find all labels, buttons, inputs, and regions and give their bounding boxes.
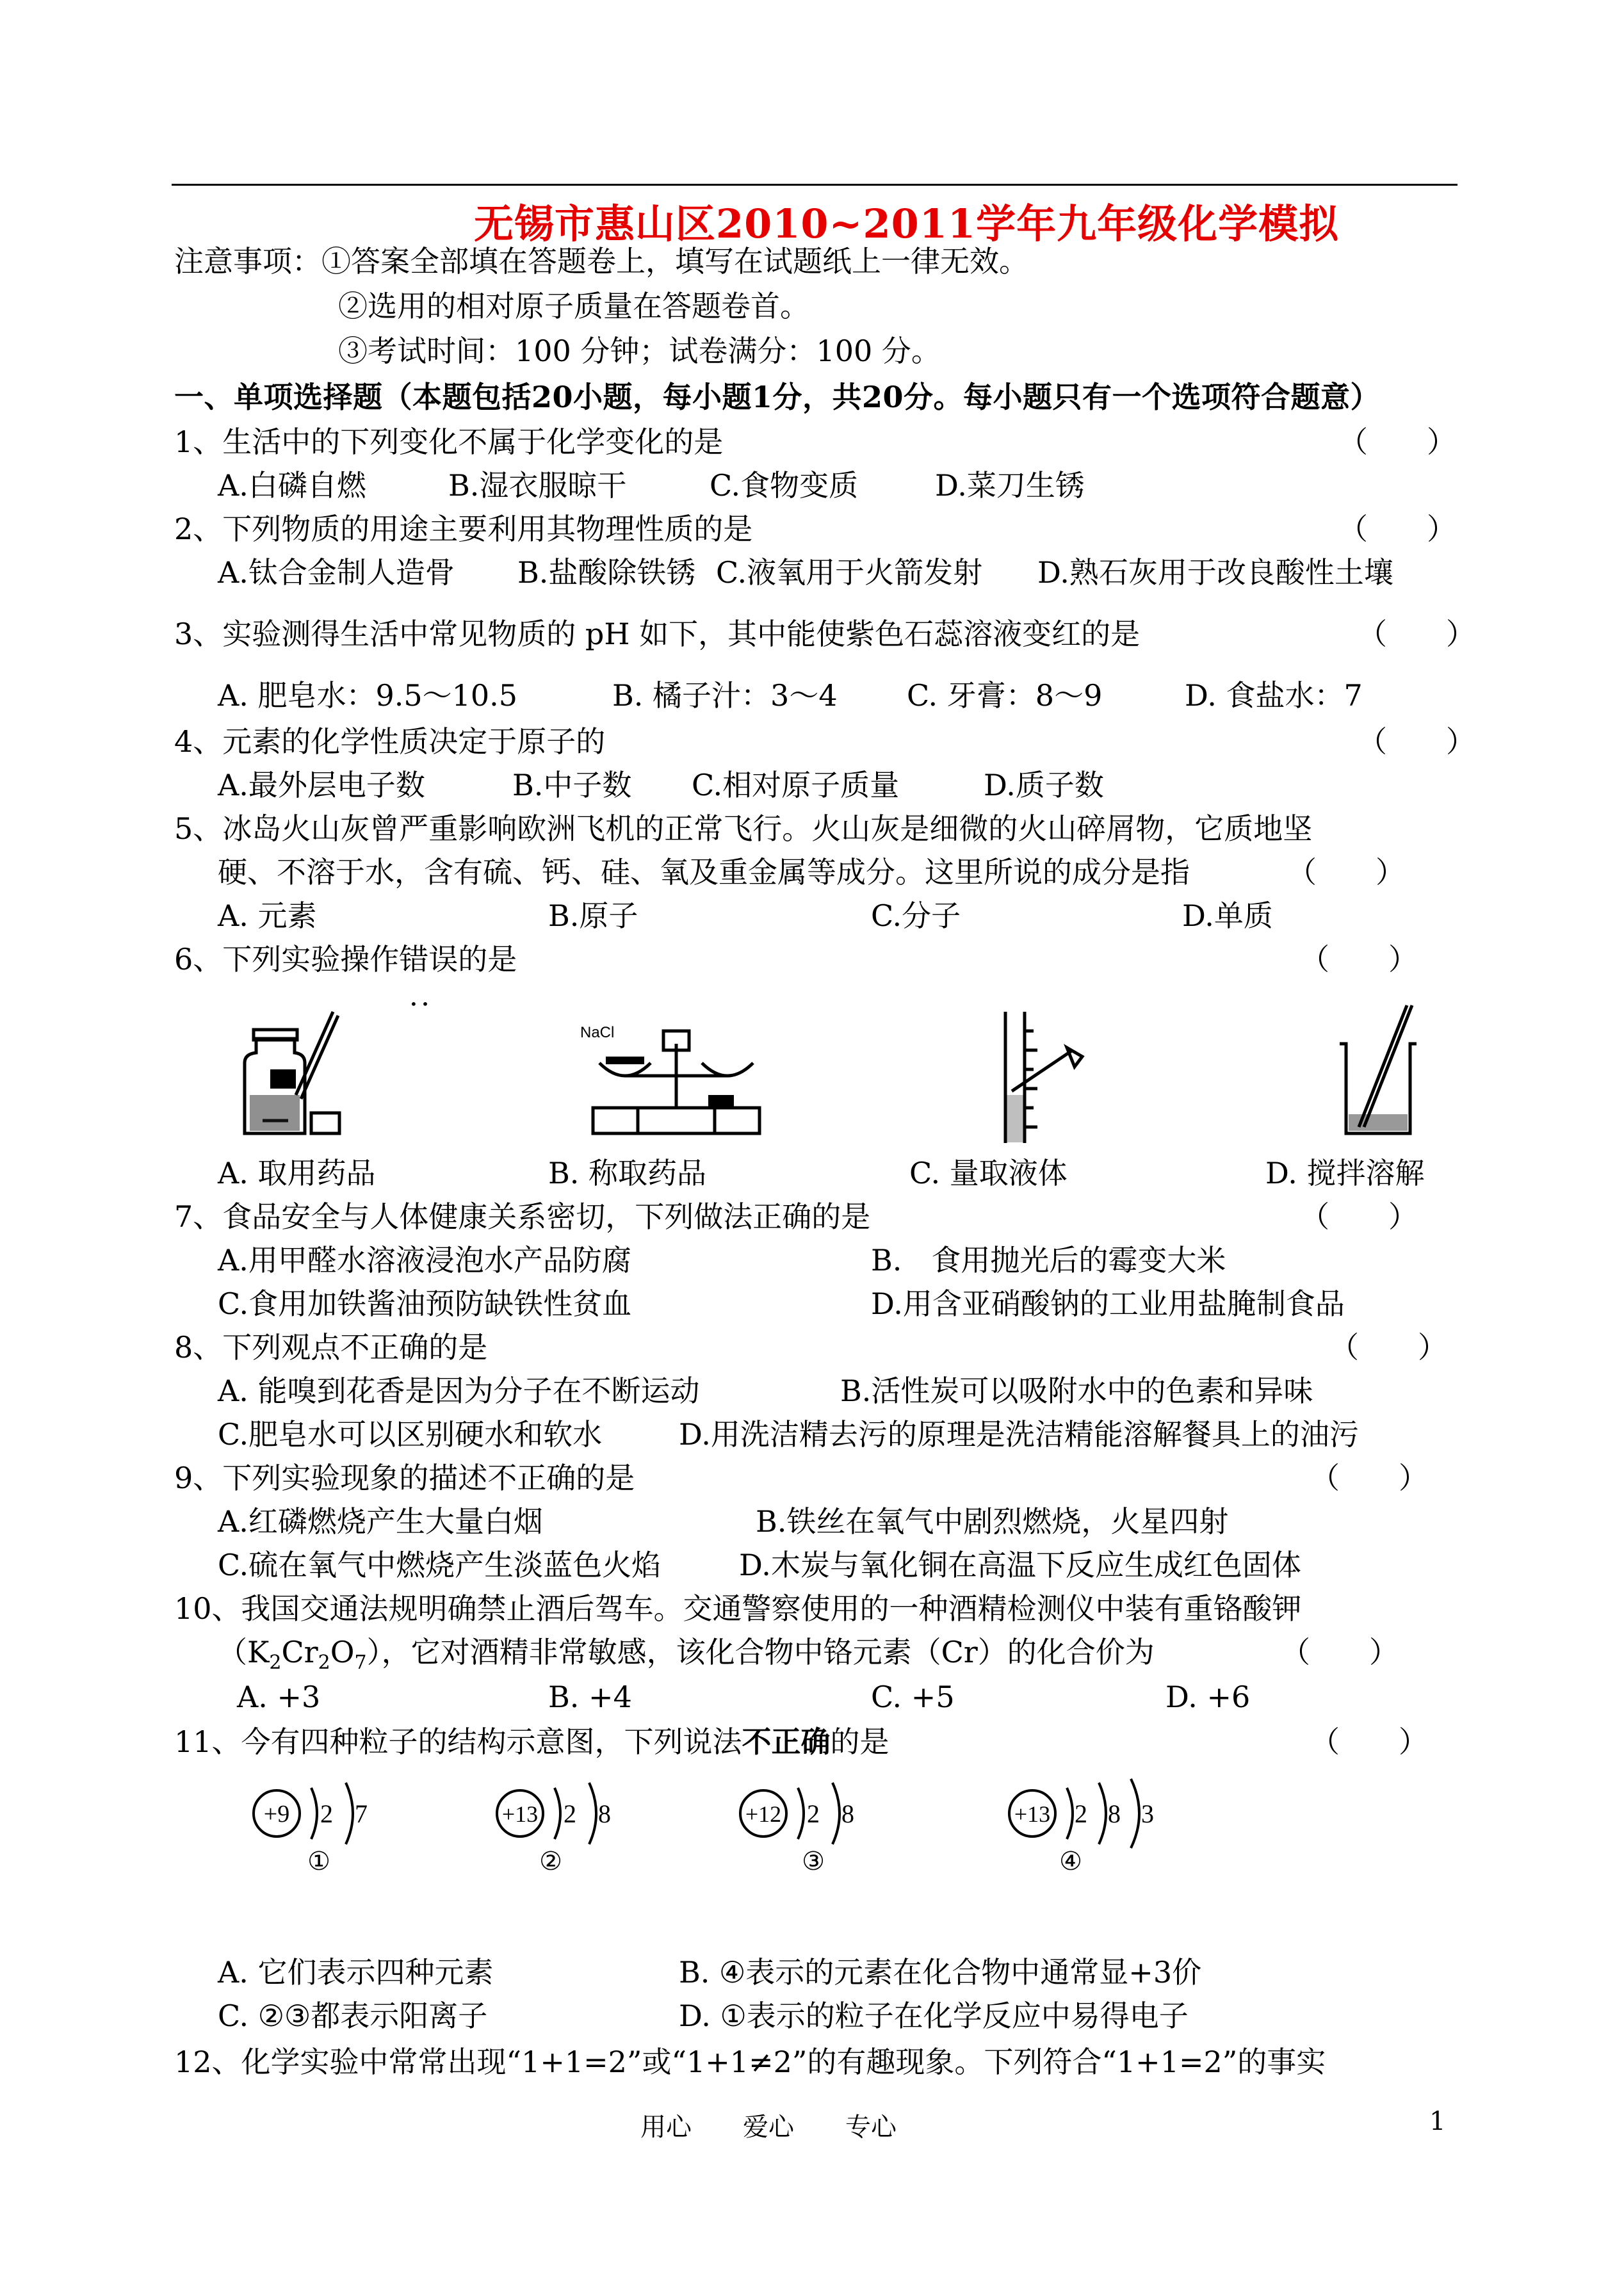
shell-electrons: 8 <box>1108 1799 1121 1828</box>
option-a: A. +3 <box>237 1680 321 1714</box>
reagent-bottle-figure <box>237 999 352 1140</box>
answer-paren: （ ） <box>1310 1461 1428 1495</box>
shell-electrons: 2 <box>807 1799 820 1828</box>
option-a: A.用甲醛水溶液浸泡水产品防腐 <box>218 1243 631 1277</box>
option-b: B.中子数 <box>512 768 632 802</box>
shell-electrons: 7 <box>355 1799 368 1828</box>
notice-line-1 <box>174 242 1028 280</box>
question-9-stem: 9、下列实验现象的描述不正确的是 <box>174 1461 635 1495</box>
question-8-stem: 8、下列观点不正确的是 <box>174 1330 488 1365</box>
option-d: D. 食盐水：7 <box>1185 678 1363 713</box>
notice-item: ③考试时间：100 分钟；试卷满分：100 分。 <box>338 334 941 368</box>
option-c: C. +5 <box>871 1680 955 1714</box>
nucleus-charge: +9 <box>263 1801 290 1828</box>
particle-label: ② <box>539 1847 562 1876</box>
nucleus-charge: +12 <box>745 1801 782 1827</box>
section-heading: 一、单项选择题（本题包括20小题，每小题1分，共20分。每小题只有一个选项符合题意） <box>174 380 1381 414</box>
answer-paren: （ ） <box>1338 512 1456 546</box>
shell-electrons: 2 <box>320 1799 333 1828</box>
dot-mark: • • <box>410 996 429 1012</box>
particle-diagram-2 <box>487 1774 653 1876</box>
option-a: A. 它们表示四种元素 <box>218 1955 494 1990</box>
option-d: D. ①表示的粒子在化学反应中易得电子 <box>679 1999 1189 2033</box>
option-d: D. 搅拌溶解 <box>1265 1156 1425 1190</box>
option-b: B. +4 <box>548 1680 632 1714</box>
answer-paren: （ ） <box>1287 855 1405 889</box>
question-10-stem: 10、我国交通法规明确禁止酒后驾车。交通警察使用的一种酒精检测仪中装有重铬酸钾 <box>174 1591 1302 1626</box>
option-d: D.用洗洁精去污的原理是洗洁精能溶解餐具上的油污 <box>679 1417 1359 1452</box>
option-b: B. ④表示的元素在化合物中通常显+3价 <box>679 1955 1202 1990</box>
question-5-stem-cont: 硬、不溶于水，含有硫、钙、硅、氧及重金属等成分。这里所说的成分是指 <box>218 855 1190 889</box>
option-d: D.用含亚硝酸钠的工业用盐腌制食品 <box>871 1286 1345 1321</box>
shell-electrons: 2 <box>564 1799 576 1828</box>
particle-diagram-3 <box>730 1774 897 1876</box>
answer-paren: （ ） <box>1310 1724 1428 1759</box>
top-rule <box>172 184 1458 186</box>
option-b: B.活性炭可以吸附水中的色素和异味 <box>840 1374 1313 1408</box>
question-11-stem: 11、今有四种粒子的结构示意图，下列说法不正确的是 <box>174 1724 889 1759</box>
notice-item: ①答案全部填在答题卷上，填写在试题纸上一律无效。 <box>321 244 1028 279</box>
question-10-stem-cont: $(K_2Cr_2O_7)$，它对酒精非常敏感，该化合物中铬元素（Cr）的化合价为 <box>218 1635 1155 1675</box>
notice-label: 注意事项： <box>174 244 321 279</box>
shell-electrons: 2 <box>1075 1799 1087 1828</box>
beaker-stirring-figure <box>1333 999 1436 1140</box>
shell-electrons: 3 <box>1141 1799 1154 1828</box>
option-b: B. 食用抛光后的霉变大米 <box>871 1243 1226 1277</box>
answer-paren: （ ） <box>1338 425 1456 459</box>
option-d: D.熟石灰用于改良酸性土壤 <box>1037 555 1393 590</box>
option-d: D.菜刀生锈 <box>935 468 1085 503</box>
question-3-stem: 3、实验测得生活中常见物质的 pH 如下，其中能使紫色石蕊溶液变红的是 <box>174 617 1141 651</box>
answer-paren: （ ） <box>1300 1199 1418 1234</box>
balance-figure <box>580 1018 772 1140</box>
option-a: A.钛合金制人造骨 <box>218 555 455 590</box>
option-c: C.液氧用于火箭发射 <box>716 555 983 590</box>
option-d: D.单质 <box>1182 898 1273 933</box>
option-d: D.木炭与氧化铜在高温下反应生成红色固体 <box>739 1548 1301 1582</box>
nucleus-charge: +13 <box>501 1801 539 1827</box>
option-a: A.白磷自燃 <box>218 468 366 503</box>
particle-label: ① <box>307 1847 330 1876</box>
question-1-stem: 1、生活中的下列变化不属于化学变化的是 <box>174 425 724 459</box>
option-b: B.原子 <box>548 898 638 933</box>
option-a: A. 取用药品 <box>218 1156 376 1190</box>
option-c: C.相对原子质量 <box>692 768 900 802</box>
notice-item: ②选用的相对原子质量在答题卷首。 <box>338 289 809 323</box>
particle-diagram-1 <box>243 1774 410 1876</box>
page-title: 无锡市惠山区2010~2011学年九年级化学模拟 <box>474 200 1340 247</box>
option-b: B.盐酸除铁锈 <box>517 555 696 590</box>
answer-paren: （ ） <box>1358 617 1475 651</box>
answer-paren: （ ） <box>1329 1330 1447 1365</box>
option-b: B. 称取药品 <box>548 1156 707 1190</box>
question-12-stem: 12、化学实验中常常出现“1+1=2”或“1+1≠2”的有趣现象。下列符合“1+1=2”的事实 <box>174 2045 1326 2079</box>
question-4-stem: 4、元素的化学性质决定于原子的 <box>174 724 606 759</box>
page-number: 1 <box>1429 2107 1446 2136</box>
option-a: A.最外层电子数 <box>218 768 425 802</box>
particle-diagram-4 <box>999 1774 1191 1876</box>
option-b: B. 橘子汁：3～4 <box>612 678 838 713</box>
option-a: A. 元素 <box>218 898 317 933</box>
answer-paren: （ ） <box>1281 1635 1399 1669</box>
particle-label: ④ <box>1059 1847 1082 1876</box>
option-b: B.湿衣服晾干 <box>448 468 627 503</box>
option-c: C. ②③都表示阳离子 <box>218 1999 488 2033</box>
shell-electrons: 8 <box>598 1799 611 1828</box>
option-d: D.质子数 <box>984 768 1104 802</box>
option-b: B.铁丝在氧气中剧烈燃烧，火星四射 <box>756 1504 1229 1539</box>
option-c: C.食物变质 <box>710 468 859 503</box>
nacl-label: NaCl <box>580 1024 615 1041</box>
option-c: C.食用加铁酱油预防缺铁性贫血 <box>218 1286 632 1321</box>
question-7-stem: 7、食品安全与人体健康关系密切，下列做法正确的是 <box>174 1199 871 1234</box>
question-6-stem: 6、下列实验操作错误的是 <box>174 942 517 977</box>
option-c: C.肥皂水可以区别硬水和软水 <box>218 1417 603 1452</box>
option-d: D. +6 <box>1165 1680 1251 1714</box>
shell-electrons: 8 <box>841 1799 854 1828</box>
footer-text: 用心 爱心 专心 <box>640 2113 897 2142</box>
question-2-stem: 2、下列物质的用途主要利用其物理性质的是 <box>174 512 753 546</box>
option-a: A. 能嗅到花香是因为分子在不断运动 <box>218 1374 700 1408</box>
graduated-cylinder-figure <box>986 1012 1101 1146</box>
option-a: A.红磷燃烧产生大量白烟 <box>218 1504 543 1539</box>
option-c: C. 牙膏：8～9 <box>907 678 1103 713</box>
option-a: A. 肥皂水：9.5～10.5 <box>218 678 518 713</box>
question-5-stem: 5、冰岛火山灰曾严重影响欧洲飞机的正常飞行。火山灰是细微的火山碎屑物，它质地坚 <box>174 811 1313 846</box>
answer-paren: （ ） <box>1300 942 1418 977</box>
option-c: C.硫在氧气中燃烧产生淡蓝色火焰 <box>218 1548 662 1582</box>
nucleus-charge: +13 <box>1014 1801 1051 1827</box>
particle-label: ③ <box>802 1847 825 1876</box>
option-c: C. 量取液体 <box>909 1156 1068 1190</box>
option-c: C.分子 <box>871 898 961 933</box>
answer-paren: （ ） <box>1358 724 1475 759</box>
